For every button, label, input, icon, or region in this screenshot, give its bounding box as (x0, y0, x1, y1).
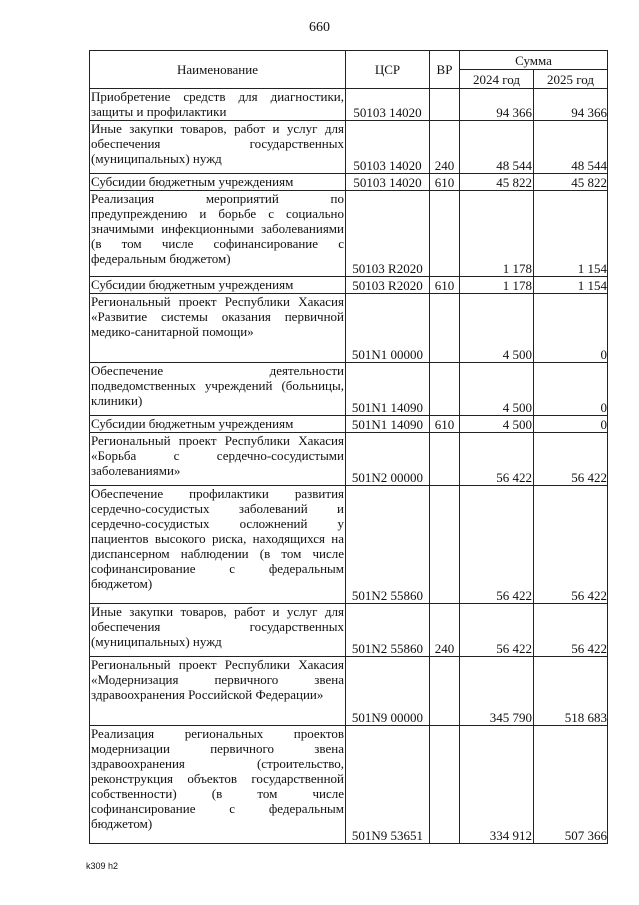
row-csr: 501N1 14090 (346, 416, 430, 433)
row-csr: 501N9 53651 (346, 726, 430, 844)
table-row (90, 657, 608, 726)
row-csr: 501N9 00000 (346, 657, 430, 726)
row-vr (430, 294, 460, 363)
row-vr: 240 (430, 604, 460, 657)
row-2025: 1 154 (534, 277, 608, 294)
row-2025: 45 822 (534, 174, 608, 191)
row-2024: 45 822 (460, 174, 534, 191)
row-name: Иные закупки товаров, работ и услуг для обеспечения государственных (муниципальных) нужд (90, 604, 346, 657)
table-row (90, 121, 608, 174)
table-row (90, 174, 608, 191)
row-2025: 56 422 (534, 433, 608, 486)
row-2025: 507 366 (534, 726, 608, 844)
row-2025: 48 544 (534, 121, 608, 174)
row-2024: 56 422 (460, 486, 534, 604)
row-name: Региональный проект Республики Хакасия «Модернизация первичного звена здравоохранения Российской Федерации» (90, 657, 346, 726)
row-2025: 0 (534, 363, 608, 416)
row-2024: 94 366 (460, 89, 534, 121)
row-2024: 4 500 (460, 363, 534, 416)
table-row (90, 726, 608, 844)
row-csr: 501N2 55860 (346, 486, 430, 604)
row-vr (430, 89, 460, 121)
row-2025: 0 (534, 294, 608, 363)
row-vr (430, 657, 460, 726)
header-sum: Сумма (460, 51, 608, 70)
row-2025: 518 683 (534, 657, 608, 726)
row-vr (430, 433, 460, 486)
row-2024: 56 422 (460, 604, 534, 657)
table-row (90, 191, 608, 277)
row-name: Приобретение средств для диагностики, защиты и профилактики (91, 89, 344, 119)
header-2024: 2024 год (460, 70, 534, 89)
row-2025: 1 154 (534, 191, 608, 277)
row-2024: 1 178 (460, 191, 534, 277)
row-2025: 56 422 (534, 486, 608, 604)
row-vr (430, 486, 460, 604)
row-name: Региональный проект Республики Хакасия «Развитие системы оказания первичной медико-санитарной помощи» (90, 294, 346, 363)
row-name: Субсидии бюджетным учреждениям (90, 416, 346, 433)
row-2024: 334 912 (460, 726, 534, 844)
row-csr: 50103 R2020 (346, 191, 430, 277)
row-csr: 501N2 55860 (346, 604, 430, 657)
table-row (90, 433, 608, 486)
table-row (90, 89, 608, 121)
row-csr: 50103 R2020 (346, 277, 430, 294)
table-row (90, 277, 608, 294)
row-name: Иные закупки товаров, работ и услуг для обеспечения государственных (муниципальных) нужд (90, 121, 346, 174)
row-name: Обеспечение деятельности подведомственных учреждений (больницы, клиники) (90, 363, 346, 416)
row-csr: 501N2 00000 (346, 433, 430, 486)
header-name: Наименование (90, 51, 346, 89)
table-row (90, 363, 608, 416)
row-vr: 240 (430, 121, 460, 174)
row-vr: 610 (430, 174, 460, 191)
row-2024: 1 178 (460, 277, 534, 294)
row-vr: 610 (430, 416, 460, 433)
footer-code: k309 h2 (86, 861, 119, 871)
row-2024: 345 790 (460, 657, 534, 726)
row-name: Реализация мероприятий по предупреждению и борьбе с социально значимыми инфекционными заболеваниями (в том числе софинансирование с федеральным бюджетом) (90, 191, 346, 277)
header-2025: 2025 год (534, 70, 608, 89)
header-csr: ЦСР (346, 51, 430, 89)
row-vr: 610 (430, 277, 460, 294)
row-name: Обеспечение профилактики развития сердечно-сосудистых заболеваний и сердечно-сосудистых осложнений у пациентов высокого риска, находящихся на диспансерном наблюдении (в том числе софинансирование с федеральным бюджетом) (90, 486, 346, 604)
row-name: Субсидии бюджетным учреждениям (90, 174, 346, 191)
row-2025: 0 (534, 416, 608, 433)
row-name: Субсидии бюджетным учреждениям (90, 277, 346, 294)
row-vr (430, 726, 460, 844)
table-row (90, 486, 608, 604)
row-2024: 4 500 (460, 294, 534, 363)
row-csr: 501N1 00000 (346, 294, 430, 363)
row-csr: 50103 14020 (346, 174, 430, 191)
header-vr: ВР (430, 51, 460, 89)
table-row (90, 416, 608, 433)
table-row (90, 294, 608, 363)
row-name: Реализация региональных проектов модернизации первичного звена здравоохранения (строительство, реконструкция объектов государственной собственности) (в том числе софинансирование с федеральным бюджетом) (90, 726, 346, 844)
row-2024: 56 422 (460, 433, 534, 486)
row-vr (430, 363, 460, 416)
row-2024: 48 544 (460, 121, 534, 174)
row-vr (430, 191, 460, 277)
row-csr: 501N1 14090 (346, 363, 430, 416)
table-row (90, 604, 608, 657)
budget-table (89, 50, 608, 844)
row-csr: 50103 14020 (346, 121, 430, 174)
row-2025: 56 422 (534, 604, 608, 657)
page-number: 660 (309, 20, 330, 35)
row-2025: 94 366 (534, 89, 608, 121)
row-name: Региональный проект Республики Хакасия «Борьба с сердечно-сосудистыми заболеваниями» (90, 433, 346, 486)
row-2024: 4 500 (460, 416, 534, 433)
row-csr: 50103 14020 (346, 89, 430, 121)
